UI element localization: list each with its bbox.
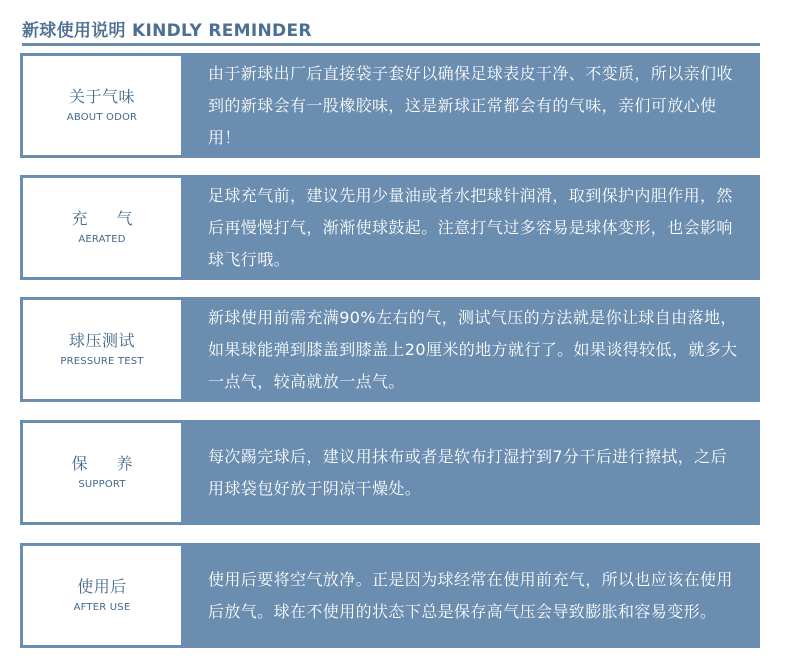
- reminder-card-after-use: [20, 543, 760, 648]
- card-label-en: SUPPORT: [78, 478, 126, 490]
- card-label-en: AFTER USE: [73, 601, 131, 613]
- card-description-text: 由于新球出厂后直接袋子套好以确保足球表皮干净、不变质，所以亲们收到的新球会有一股橡胶味，这是新球正常都会有的气味，亲们可放心使用！: [208, 63, 733, 147]
- card-description: [208, 53, 742, 158]
- card-description-text: 足球充气前，建议先用少量油或者水把球针润滑，取到保护内胆作用，然后再慢慢打气，渐渐使球鼓起。注意打气过多容易是球体变形，也会影响球飞行哦。: [208, 185, 733, 269]
- card-label-en: AERATED: [78, 233, 126, 245]
- card-description-text: 每次踢完球后，建议用抹布或者是软布打湿拧到7分干后进行擦拭，之后用球袋包好放于阴凉干燥处。: [208, 446, 727, 498]
- card-label-cn: 使用后: [77, 576, 127, 596]
- card-description: [208, 420, 742, 525]
- page-title: 新球使用说明 KINDLY REMINDER: [22, 21, 312, 41]
- header-divider: [22, 43, 760, 46]
- card-label-box: [23, 300, 181, 399]
- card-label-cn: 保 养: [71, 453, 145, 473]
- card-label-box: [23, 423, 181, 522]
- card-description: [208, 543, 742, 648]
- card-label-cn: 充 气: [71, 208, 145, 228]
- card-description-text: 新球使用前需充满90%左右的气，测试气压的方法就是你让球自由落地，如果球能弹到膝盖到膝盖上20厘米的地方就行了。如果谈得较低，就多大一点气，较高就放一点气。: [208, 307, 738, 391]
- card-label-en: PRESSURE TEST: [60, 355, 144, 367]
- card-label-box: [23, 56, 181, 155]
- reminder-card-odor: [20, 53, 760, 158]
- page-header: [22, 14, 760, 44]
- card-description: [208, 297, 742, 402]
- card-label-box: [23, 178, 181, 277]
- card-label-cn: 关于气味: [68, 86, 135, 106]
- card-description-text: 使用后要将空气放净。正是因为球经常在使用前充气，所以也应该在使用后放气。球在不使用的状态下总是保存高气压会导致膨胀和容易变形。: [208, 569, 733, 621]
- card-label-cn: 球压测试: [68, 330, 135, 350]
- reminder-card-aerated: [20, 175, 760, 280]
- reminder-card-pressure-test: [20, 297, 760, 402]
- card-description: [208, 175, 742, 280]
- card-label-box: [23, 546, 181, 645]
- card-label-en: ABOUT ODOR: [66, 111, 138, 123]
- reminder-card-support: [20, 420, 760, 525]
